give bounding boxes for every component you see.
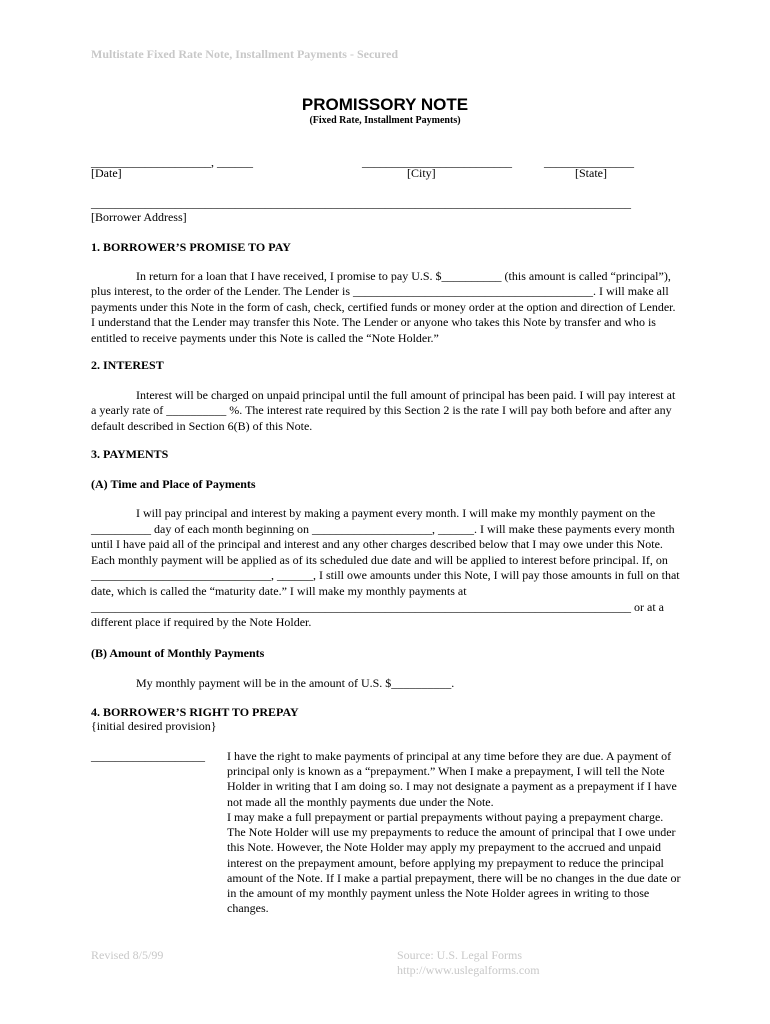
section-1-body: In return for a loan that I have received, I promise to pay U.S. $__________ (this amount is called “principal”), plus interest, to the order of the Lender. The Lender is ________________________________________. I will make all payments under this Note in the form of cash, check, certified funds or money order at the option and direction of Lender. I understand that the Lender may transfer this Note. The Lender or anyone who takes this Note by transfer and who is entitled to receive payments under this Note is called the “Note Holder.” xyxy=(91,269,676,345)
footer-revised: Revised 8/5/99 xyxy=(91,948,164,962)
city-label: [City] xyxy=(407,166,436,180)
section-3a-body: I will pay principal and interest by making a payment every month. I will make my monthly payment on the __________ day of each month beginning on ____________________, ______. I will make these payments every month until I have paid all of the principal and interest and any other charges described below that I may owe under this Note. Each monthly payment will be applied as of its scheduled due date and will be applied to interest before principal. If, on ______________________________, ______, I still owe amounts under this Note, I will pay those amounts in full on that date, which is called the “maturity date.” I will make my monthly payments at __________________________________________________________________________________________ or at a different place if required by the Note Holder. xyxy=(91,506,680,630)
state-blank[interactable]: _______________ xyxy=(544,155,634,169)
section-2-heading: 2. INTEREST xyxy=(91,358,164,372)
section-4-note: {initial desired provision} xyxy=(91,719,217,733)
section-3a-heading: (A) Time and Place of Payments xyxy=(91,477,256,491)
footer-source: Source: U.S. Legal Forms xyxy=(397,948,522,962)
document-subtitle: (Fixed Rate, Installment Payments) xyxy=(309,115,461,126)
section-3b-body: My monthly payment will be in the amount of U.S. $__________. xyxy=(136,676,455,690)
borrower-address-blank[interactable]: __________________________________________________________________________________________ xyxy=(91,196,631,210)
footer-url[interactable]: http://www.uslegalforms.com xyxy=(397,963,540,977)
section-4-body-2: I may make a full prepayment or partial prepayments without paying a prepayment charge. The Note Holder will use my prepayments to reduce the amount of principal that I owe under this Note. However, the Note Holder may apply my prepayment to the accrued and unpaid interest on the prepayment amount, before applying my prepayment to reduce the principal amount of the Note. If I make a partial prepayment, there will be no changes in the due date or in the amount of my monthly payment unless the Note Holder agrees in writing to those changes. xyxy=(227,810,681,916)
document-title: PROMISSORY NOTE xyxy=(301,95,469,114)
date-label: [Date] xyxy=(91,166,122,180)
section-1-heading: 1. BORROWER’S PROMISE TO PAY xyxy=(91,240,291,254)
form-name-header: Multistate Fixed Rate Note, Installment Payments - Secured xyxy=(91,47,399,61)
city-blank[interactable]: _________________________ xyxy=(362,155,512,169)
section-4-body-1: I have the right to make payments of principal at any time before they are due. A payment of principal only is known as a “prepayment.” When I make a prepayment, I will tell the Note Holder in writing that I am doing so. I may not designate a payment as a prepayment if I have not made all the monthly payments due under the Note. xyxy=(227,749,677,809)
date-blank[interactable]: ____________________, ______ xyxy=(91,155,253,169)
borrower-address-label: [Borrower Address] xyxy=(91,210,187,224)
prepay-initial-blank[interactable]: ___________________ xyxy=(91,749,205,763)
section-3-heading: 3. PAYMENTS xyxy=(91,447,169,461)
state-label: [State] xyxy=(575,166,607,180)
section-3b-heading: (B) Amount of Monthly Payments xyxy=(91,646,265,660)
section-2-body: Interest will be charged on unpaid principal until the full amount of principal has been paid. I will pay interest at a yearly rate of __________ %. The interest rate required by this Section 2 is the rate I will pay both before and after any default described in Section 6(B) of this Note. xyxy=(91,388,676,433)
section-4-heading: 4. BORROWER’S RIGHT TO PREPAY xyxy=(91,705,299,719)
